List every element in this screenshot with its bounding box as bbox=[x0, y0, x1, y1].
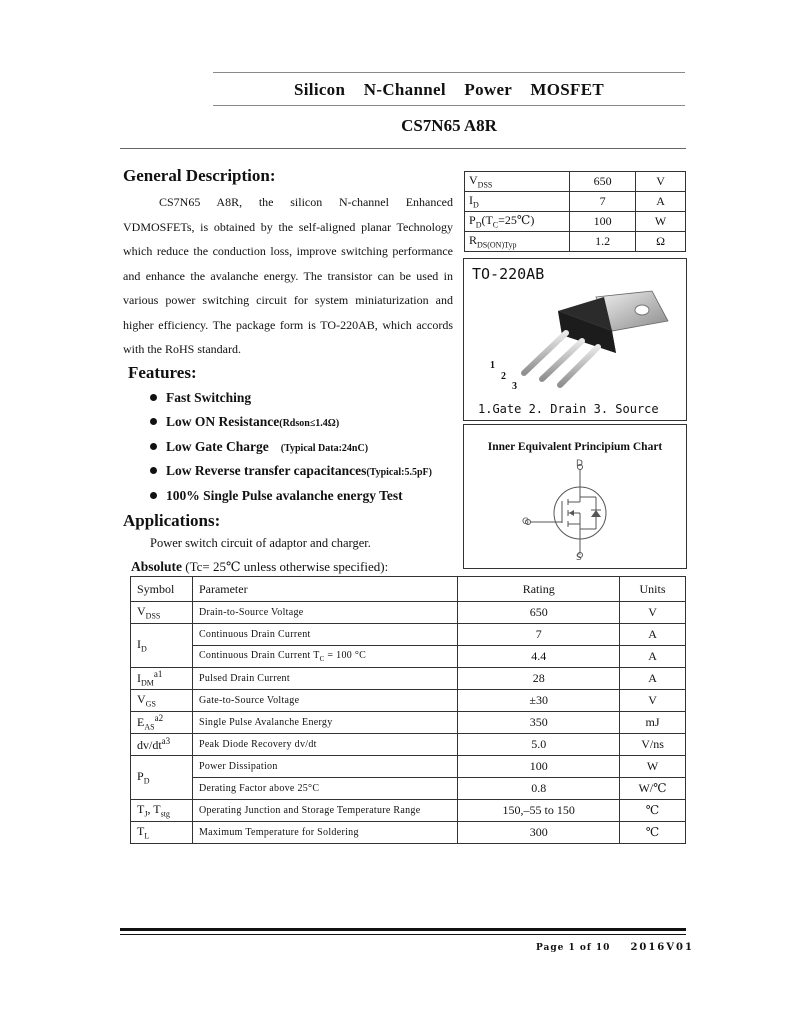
bullet-icon bbox=[150, 492, 157, 499]
header-rating: Rating bbox=[458, 577, 620, 602]
rating-value: 28 bbox=[458, 668, 620, 690]
symbol-sub: DS(ON)Typ bbox=[477, 240, 517, 250]
feature-text: Fast Switching bbox=[166, 390, 252, 405]
symbol-sub: AS bbox=[144, 722, 155, 732]
symbol-main: P bbox=[137, 769, 144, 784]
bullet-icon bbox=[150, 467, 157, 474]
parameter-sub: C bbox=[319, 655, 325, 663]
package-box bbox=[463, 258, 687, 421]
rating-symbol bbox=[131, 690, 193, 712]
parameter-text: Operating Junction and Storage Temperature Range bbox=[198, 805, 421, 816]
rating-value: 0.8 bbox=[458, 778, 620, 800]
rating-parameter bbox=[192, 690, 457, 712]
symbol-main: E bbox=[137, 715, 145, 730]
symbol-sub: D bbox=[143, 776, 150, 786]
symbol-main: I bbox=[137, 637, 141, 652]
header-rule-middle bbox=[213, 105, 685, 106]
parameter-text: Drain-to-Source Voltage bbox=[198, 607, 304, 618]
rating-value: 350 bbox=[458, 712, 620, 734]
symbol-main: V bbox=[137, 604, 146, 619]
symbol-sub2: C bbox=[492, 220, 499, 230]
ratings-row bbox=[131, 778, 686, 800]
rating-parameter bbox=[192, 800, 457, 822]
rating-symbol bbox=[131, 756, 193, 800]
key-spec-row bbox=[465, 232, 686, 252]
ratings-row bbox=[131, 668, 686, 690]
key-spec-unit: A bbox=[636, 192, 686, 212]
parameter-text: Derating Factor above 25°C bbox=[198, 783, 320, 794]
parameter-text: Continuous Drain Current bbox=[198, 629, 311, 640]
key-spec-table bbox=[464, 171, 686, 252]
symbol-sub2: stg bbox=[160, 809, 170, 819]
key-spec-symbol bbox=[465, 232, 570, 252]
rating-parameter bbox=[192, 822, 457, 844]
rating-unit: V/ns bbox=[620, 734, 686, 756]
rating-unit: W bbox=[620, 756, 686, 778]
general-description-text bbox=[123, 190, 453, 362]
header-rule-bottom bbox=[120, 148, 686, 149]
rating-symbol bbox=[131, 624, 193, 668]
symbol-main: dv/dt bbox=[137, 738, 162, 752]
parameter-post: = 100 °C bbox=[324, 650, 367, 661]
applications-text: Power switch circuit of adaptor and charger. bbox=[150, 536, 371, 550]
key-spec-row bbox=[465, 192, 686, 212]
key-spec-symbol bbox=[465, 172, 570, 192]
symbol-main: V bbox=[137, 692, 146, 707]
symbol-main: I bbox=[469, 193, 473, 208]
absolute-ratings-heading bbox=[131, 559, 388, 575]
parameter-text: Single Pulse Avalanche Energy bbox=[198, 717, 333, 728]
ratings-row bbox=[131, 690, 686, 712]
key-spec-value: 7 bbox=[570, 192, 636, 212]
circuit-title: Inner Equivalent Principium Chart bbox=[487, 441, 663, 453]
symbol-footnote: a2 bbox=[154, 713, 164, 724]
key-spec-unit: V bbox=[636, 172, 686, 192]
symbol-main: R bbox=[469, 233, 478, 248]
bullet-icon bbox=[150, 394, 157, 401]
symbol-sub: DM bbox=[141, 678, 154, 688]
ratings-row bbox=[131, 602, 686, 624]
feature-note: (Typical Data:24nC) bbox=[280, 443, 369, 454]
feature-note: (Typical:5.5pF) bbox=[366, 467, 432, 478]
gate-label: G bbox=[522, 517, 529, 527]
rating-parameter bbox=[192, 624, 457, 646]
footer-rule-thick bbox=[120, 928, 686, 931]
rating-symbol bbox=[131, 602, 193, 624]
symbol-sub: DSS bbox=[145, 611, 161, 621]
pin-number-1: 1 bbox=[490, 360, 495, 371]
rating-parameter bbox=[192, 602, 457, 624]
symbol-sub: D bbox=[473, 200, 479, 210]
feature-note: (Rdson≤1.4Ω) bbox=[279, 418, 340, 429]
rating-parameter bbox=[192, 712, 457, 734]
key-spec-unit: Ω bbox=[636, 232, 686, 252]
rating-value: 5.0 bbox=[458, 734, 620, 756]
key-spec-row bbox=[465, 172, 686, 192]
rating-value: ±30 bbox=[458, 690, 620, 712]
header-symbol: Symbol bbox=[131, 577, 193, 602]
rating-unit: A bbox=[620, 624, 686, 646]
applications-heading: Applications: bbox=[123, 511, 221, 530]
symbol-sub: D bbox=[475, 220, 482, 230]
model-number: CS7N65 A8R bbox=[401, 116, 497, 135]
feature-text: Low Gate Charge bbox=[166, 439, 269, 454]
symbol-main: P bbox=[469, 213, 476, 228]
rating-parameter bbox=[192, 756, 457, 778]
ratings-row bbox=[131, 734, 686, 756]
header-rule-top bbox=[213, 72, 685, 73]
symbol-main: I bbox=[137, 671, 141, 686]
ratings-row bbox=[131, 800, 686, 822]
mosfet-symbol-icon bbox=[516, 461, 636, 561]
ratings-row bbox=[131, 646, 686, 668]
ratings-row bbox=[131, 624, 686, 646]
parameter-text: Pulsed Drain Current bbox=[198, 673, 290, 684]
ratings-row bbox=[131, 822, 686, 844]
pin-number-2: 2 bbox=[501, 371, 506, 382]
key-spec-value: 100 bbox=[570, 212, 636, 232]
symbol-main: T bbox=[137, 824, 145, 839]
symbol-sub: DSS bbox=[477, 180, 493, 190]
rating-symbol bbox=[131, 712, 193, 734]
key-spec-symbol bbox=[465, 212, 570, 232]
parameter-text: Continuous Drain Current T bbox=[198, 650, 320, 661]
rating-unit: A bbox=[620, 668, 686, 690]
rating-value: 100 bbox=[458, 756, 620, 778]
package-name: TO-220AB bbox=[472, 265, 545, 283]
ratings-body bbox=[131, 602, 686, 844]
rating-unit: mJ bbox=[620, 712, 686, 734]
symbol-post2: =25℃) bbox=[498, 213, 535, 228]
symbol-footnote: a3 bbox=[161, 736, 171, 746]
absolute-label: Absolute bbox=[131, 559, 183, 574]
rating-symbol bbox=[131, 822, 193, 844]
rating-value: 4.4 bbox=[458, 646, 620, 668]
ratings-header-row bbox=[131, 577, 686, 602]
symbol-main: T bbox=[137, 802, 145, 817]
footer-rule-thin bbox=[120, 934, 686, 935]
key-spec-symbol bbox=[465, 192, 570, 212]
bullet-icon bbox=[150, 418, 157, 425]
rating-value: 300 bbox=[458, 822, 620, 844]
pin-caption: 1.Gate 2. Drain 3. Source bbox=[478, 402, 659, 416]
symbol-sub: GS bbox=[145, 699, 156, 709]
feature-text: Low Reverse transfer capacitances bbox=[166, 463, 367, 478]
rating-parameter bbox=[192, 734, 457, 756]
features-heading: Features: bbox=[128, 363, 197, 382]
absolute-condition: (Tc= 25℃ unless otherwise specified): bbox=[185, 559, 389, 574]
key-spec-row bbox=[465, 212, 686, 232]
symbol-sub: D bbox=[141, 644, 147, 654]
rating-unit: A bbox=[620, 646, 686, 668]
rating-value: 7 bbox=[458, 624, 620, 646]
header-parameter: Parameter bbox=[192, 577, 457, 602]
ratings-row bbox=[131, 712, 686, 734]
key-spec-value: 1.2 bbox=[570, 232, 636, 252]
parameter-text: Maximum Temperature for Soldering bbox=[198, 827, 359, 838]
general-description-heading: General Description: bbox=[123, 166, 276, 185]
feature-text: 100% Single Pulse avalanche energy Test bbox=[166, 488, 403, 503]
footer bbox=[536, 942, 694, 953]
symbol-sub: J bbox=[144, 809, 148, 819]
page-number: Page 1 of 10 bbox=[536, 943, 611, 953]
symbol-main: V bbox=[469, 173, 478, 188]
source-label: S bbox=[576, 553, 582, 563]
version: 2016V01 bbox=[630, 942, 694, 953]
rating-symbol bbox=[131, 800, 193, 822]
rating-unit: V bbox=[620, 690, 686, 712]
feature-item bbox=[150, 439, 368, 455]
feature-text: Low ON Resistance bbox=[166, 414, 280, 429]
rating-symbol bbox=[131, 668, 193, 690]
rating-parameter bbox=[192, 778, 457, 800]
general-description-body: CS7N65 A8R, the silicon N-channel Enhanced VDMOSFETs, is obtained by the self-aligned planar Technology which reduce the conduction loss, improve switching performance and enhance the avalanche energy. The transistor can be used in various power switching circuit for system miniaturization and higher efficiency. The package form is TO-220AB, which accords with the RoHS standard. bbox=[123, 195, 453, 356]
parameter-text: Gate-to-Source Voltage bbox=[198, 695, 300, 706]
key-spec-value: 650 bbox=[570, 172, 636, 192]
document-title: Silicon N-Channel Power MOSFET bbox=[294, 80, 604, 99]
feature-item bbox=[150, 463, 432, 479]
feature-item bbox=[150, 390, 251, 406]
equivalent-circuit-box bbox=[463, 424, 687, 569]
key-spec-unit: W bbox=[636, 212, 686, 232]
rating-unit: V bbox=[620, 602, 686, 624]
parameter-text: Power Dissipation bbox=[198, 761, 278, 772]
symbol-footnote: a1 bbox=[153, 669, 163, 680]
rating-value: 150,–55 to 150 bbox=[458, 800, 620, 822]
symbol-sub: L bbox=[144, 831, 150, 841]
rating-unit: W/℃ bbox=[620, 778, 686, 800]
header-units: Units bbox=[620, 577, 686, 602]
rating-value: 650 bbox=[458, 602, 620, 624]
rating-symbol bbox=[131, 734, 193, 756]
ratings-row bbox=[131, 756, 686, 778]
symbol-sep: , T bbox=[147, 802, 161, 817]
key-spec-body bbox=[465, 172, 686, 252]
rating-unit: ℃ bbox=[620, 800, 686, 822]
pin-number-3: 3 bbox=[512, 381, 517, 392]
rating-parameter bbox=[192, 668, 457, 690]
absolute-ratings-table bbox=[130, 576, 686, 844]
feature-item bbox=[150, 414, 339, 430]
drain-label: D bbox=[576, 459, 583, 469]
parameter-text: Peak Diode Recovery dv/dt bbox=[198, 739, 317, 750]
bullet-icon bbox=[150, 443, 157, 450]
feature-item bbox=[150, 488, 403, 504]
rating-unit: ℃ bbox=[620, 822, 686, 844]
symbol-post: (T bbox=[481, 213, 493, 228]
rating-parameter bbox=[192, 646, 457, 668]
